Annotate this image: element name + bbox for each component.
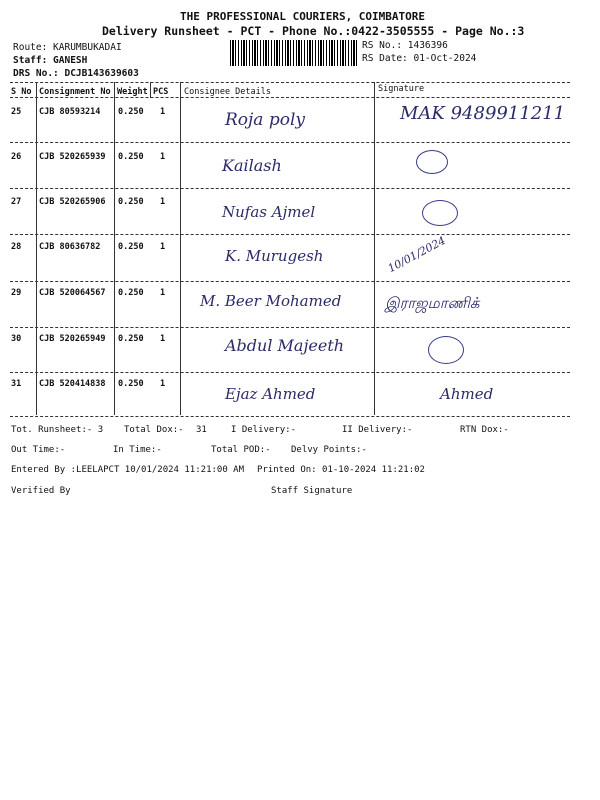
col-divider bbox=[114, 82, 115, 415]
row-weight: 0.250 bbox=[118, 152, 144, 162]
delvy-points: Delvy Points:- bbox=[291, 445, 367, 455]
signature-mark bbox=[416, 150, 448, 174]
row-pcs: 1 bbox=[160, 107, 166, 117]
signature-mark bbox=[428, 336, 464, 364]
barcode bbox=[230, 40, 358, 66]
rs-date: RS Date: 01-Oct-2024 bbox=[362, 53, 477, 64]
row-weight: 0.250 bbox=[118, 379, 144, 389]
col-divider bbox=[150, 82, 151, 98]
tot-runsheet: Tot. Runsheet:- 3 bbox=[11, 425, 104, 435]
row-consignment: CJB 80636782 bbox=[39, 242, 101, 252]
drs-label: DRS No.: DCJB143639603 bbox=[13, 68, 139, 79]
col-pcs: PCS bbox=[153, 87, 169, 97]
col-consignment: Consignment No bbox=[39, 87, 111, 97]
verified-by: Verified By bbox=[11, 486, 71, 496]
col-divider bbox=[180, 82, 181, 415]
rs-number: RS No.: 1436396 bbox=[362, 40, 448, 51]
row-weight: 0.250 bbox=[118, 197, 144, 207]
col-divider bbox=[36, 82, 37, 415]
consignee-handwritten: Ejaz Ahmed bbox=[225, 385, 316, 403]
consignee-handwritten: K. Murugesh bbox=[225, 247, 324, 265]
out-time: Out Time:- bbox=[11, 445, 66, 455]
row-weight: 0.250 bbox=[118, 107, 144, 117]
in-time: In Time:- bbox=[113, 445, 162, 455]
row-weight: 0.250 bbox=[118, 242, 144, 252]
signature-handwritten: Ahmed bbox=[440, 385, 494, 403]
row-weight: 0.250 bbox=[118, 334, 144, 344]
total-dox-label: Total Dox:- bbox=[124, 425, 184, 435]
col-sno: S No bbox=[11, 87, 32, 97]
row-sno: 29 bbox=[11, 288, 22, 298]
row-pcs: 1 bbox=[160, 152, 166, 162]
col-consignee: Consignee Details bbox=[184, 87, 271, 97]
row-consignment: CJB 520265949 bbox=[39, 334, 106, 344]
entered-by: Entered By :LEELAPCT 10/01/2024 11:21:00 AM bbox=[11, 465, 244, 475]
row-sno: 30 bbox=[11, 334, 22, 344]
row-sno: 28 bbox=[11, 242, 22, 252]
row-weight: 0.250 bbox=[118, 288, 144, 298]
consignee-handwritten: Abdul Majeeth bbox=[225, 336, 345, 355]
total-dox-value: 31 bbox=[196, 425, 207, 435]
rtn-dox: RTN Dox:- bbox=[460, 425, 509, 435]
signature-phone: 9489911211 bbox=[450, 103, 566, 124]
signature-tamil-handwritten: இராஜமாணிக் bbox=[385, 294, 480, 312]
row-sno: 31 bbox=[11, 379, 22, 389]
staff-signature: Staff Signature bbox=[271, 486, 353, 496]
row-pcs: 1 bbox=[160, 334, 166, 344]
row-consignment: CJB 80593214 bbox=[39, 107, 101, 117]
total-pod: Total POD:- bbox=[211, 445, 271, 455]
consignee-handwritten: Roja poly bbox=[225, 110, 306, 130]
printed-on: Printed On: 01-10-2024 11:21:02 bbox=[257, 465, 425, 475]
route-label: Route: KARUMBUKADAI bbox=[13, 42, 122, 53]
row-pcs: 1 bbox=[160, 197, 166, 207]
signature-date-handwritten: 10/01/2024 bbox=[385, 233, 448, 276]
col-weight: Weight bbox=[117, 87, 148, 97]
i-delivery: I Delivery:- bbox=[231, 425, 297, 435]
staff-label: Staff: GANESH bbox=[13, 55, 88, 66]
row-consignment: CJB 520414838 bbox=[39, 379, 106, 389]
col-signature: Signature bbox=[378, 84, 425, 94]
signature-mark bbox=[422, 200, 458, 226]
row-pcs: 1 bbox=[160, 288, 166, 298]
col-divider bbox=[374, 82, 375, 415]
consignee-handwritten: M. Beer Mohamed bbox=[200, 292, 342, 310]
consignee-handwritten: Nufas Ajmel bbox=[222, 203, 316, 221]
row-pcs: 1 bbox=[160, 379, 166, 389]
company-name: THE PROFESSIONAL COURIERS, COIMBATORE bbox=[180, 10, 426, 23]
row-sno: 27 bbox=[11, 197, 22, 207]
row-pcs: 1 bbox=[160, 242, 166, 252]
row-consignment: CJB 520265906 bbox=[39, 197, 106, 207]
row-sno: 25 bbox=[11, 107, 22, 117]
consignee-handwritten: Kailash bbox=[222, 156, 282, 175]
row-sno: 26 bbox=[11, 152, 22, 162]
row-consignment: CJB 520265939 bbox=[39, 152, 106, 162]
signature-handwritten: MAK 9489911211 bbox=[400, 103, 566, 124]
ii-delivery: II Delivery:- bbox=[342, 425, 413, 435]
row-consignment: CJB 520064567 bbox=[39, 288, 106, 298]
runsheet-title: Delivery Runsheet - PCT - Phone No.:0422-3505555 - Page No.:3 bbox=[102, 24, 525, 38]
